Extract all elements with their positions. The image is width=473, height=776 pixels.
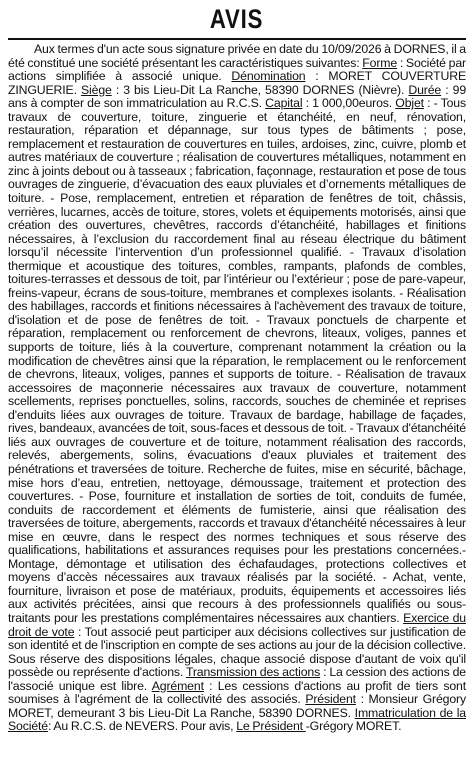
duree-label: Durée (408, 82, 442, 97)
transmission-label: Transmission des actions (185, 665, 321, 680)
denomination-value: : MORET COUVERTURE ZINGUERIE. (8, 69, 467, 97)
agrement-label: Agrément (151, 678, 204, 693)
notice-title: AVIS (210, 4, 264, 34)
intro-text: Aux termes d'un acte sous signature privée en date du 10/09/2026 à DORNES, il a été constitué une société présentant les caractéristiques suivantes: (8, 42, 466, 70)
title-divider (8, 38, 466, 40)
denomination-label: Dénomination (231, 69, 306, 84)
president-label: Président (305, 692, 356, 707)
exercice-label: Exercice du droit de vote (8, 610, 466, 639)
signatory-name: -Grégory MORET. (305, 719, 402, 734)
capital-value: : 1 000,00euros. (302, 96, 396, 111)
notice-body (8, 43, 466, 734)
transmission-value: : La cession des actions de l'associé unique est libre. (8, 665, 466, 693)
immatriculation-label: Immatriculation de la Société (8, 705, 466, 734)
duree-value: : 99 ans à compter de son immatriculation au R.C.S. (8, 82, 467, 111)
forme-value: : Société par actions simplifiée à associé unique. (8, 55, 466, 84)
immatriculation-value: : Au R.C.S. de NEVERS. Pour avis, (47, 719, 237, 734)
agrement-value: : Les cessions d'actions au profit de tiers sont soumises à l'agrément de la collectivité des associés. (8, 678, 467, 707)
signatory-label: Le Président (236, 719, 306, 734)
siege-label: Siège (81, 82, 112, 97)
president-value: : Monsieur Grégory MORET, demeurant 3 bis Lieu-Dit La Ranche, 58390 DORNES. (8, 692, 466, 720)
objet-label: Objet (395, 96, 424, 111)
objet-value: : - Tous travaux de couverture, toiture, zinguerie et étanchéité, en neuf, rénovation, restauration, réparation et dépannage, sur tous types de bâtiments ; pose, remplacement et restauration de couvertures en tuiles, ardoises, zinc, cuivre, plomb et autres matériaux de couverture ; réalisation de couvertures métalliques, notamment en zinc à joints debout ou à tasseaux ; fabrication, façonnage, restauration et pose de tous ouvrages de zinguerie, d’évacuation des eaux pluviales et d’ornements métalliques de toiture. - Pose, remplacement, entretien et réparation de fenêtres de toit, châssis, verrières, lucarnes, accès de toiture, stores, volets et équipements motorisés, ainsi que création des ouvertures, chevêtres, raccords d’étanchéité, habillages et finitions nécessaires, à l’exclusion du raccordement final au réseau électrique du bâtiment lorsqu’il nécessite l’intervention d’un professionnel qualifié. - Travaux d’isolation thermique et acoustique des toitures, combles, rampants, plafonds de combles, toitures-terrasses et dessous de toit, par l’intérieur ou l’extérieur ; pose de pare-vapeur, freins-vapeur, écrans de sous-toiture, membranes et complexes isolants. - Réalisation des habillages, raccords et finitions nécessaires à l'achèvement des travaux de toiture, d'isolation et de pose de fenêtres de toit. - Travaux ponctuels de charpente et réparation, remplacement ou renforcement de chevrons, liteaux, voliges, pannes et supports de toiture, liés à la couverture, comprenant notamment la création ou la modification de chevêtres ainsi que la réparation, le remplacement ou le renforcement de chevrons, liteaux, voliges, pannes et supports de toiture. - Réalisation de travaux accessoires de maçonnerie nécessaires aux travaux de couverture, notamment scellements, reprises ponctuelles, solins, raccords, souches de cheminée et reprises d'enduits liées aux ouvrages de toiture. Travaux de bardage, habillage de façades, rives, bandeaux, avancées de toit, sous-faces et dessous de toit. - Travaux d'étanchéité liés aux ouvrages de couverture et de toiture, notamment réalisation des raccords, relevés, abergements, solins, évacuations d'eaux pluviales et traitement des pénétrations et traversées de toiture. Recherche de fuites, mise en sécurité, bâchage, mise hors d’eau, entretien, nettoyage, démoussage, traitement et protection des couvertures. - Pose, fourniture et installation de sorties de toit, conduits de fumée, conduits de raccordement et éléments de fumisterie, ainsi que réalisation des traversées de toiture, abergements, raccords et travaux d'étanchéité nécessaires à leur mise en œuvre, dans le respect des normes techniques et sous réserve des qualifications, habilitations et assurances requises pour les prestations concernées.- Montage, démontage et utilisation des échafaudages, protections collectives et moyens d’accès nécessaires aux travaux réalisés par la société. - Achat, vente, fourniture, livraison et pose de matériaux, produits, équipements et accessoires liés aux activités précitées, ainsi que recours à des professionnels qualifiés ou sous-traitants pour les prestations complémentaires nécessaires aux chantiers. (8, 96, 466, 625)
capital-label: Capital (265, 96, 303, 111)
exercice-value: : Tout associé peut participer aux décisions collectives sur justification de son identité et de l'inscription en compte de ses actions au jour de la décision collective. Sous réserve des dispositions légales, chaque associé dispose d'autant de voix qu'il possède ou représente d'actions. (8, 624, 466, 680)
notice-header (8, 4, 466, 38)
forme-label: Forme (362, 55, 398, 70)
siege-value: : 3 bis Lieu-Dit La Ranche, 58390 DORNES (Nièvre). (111, 82, 409, 97)
